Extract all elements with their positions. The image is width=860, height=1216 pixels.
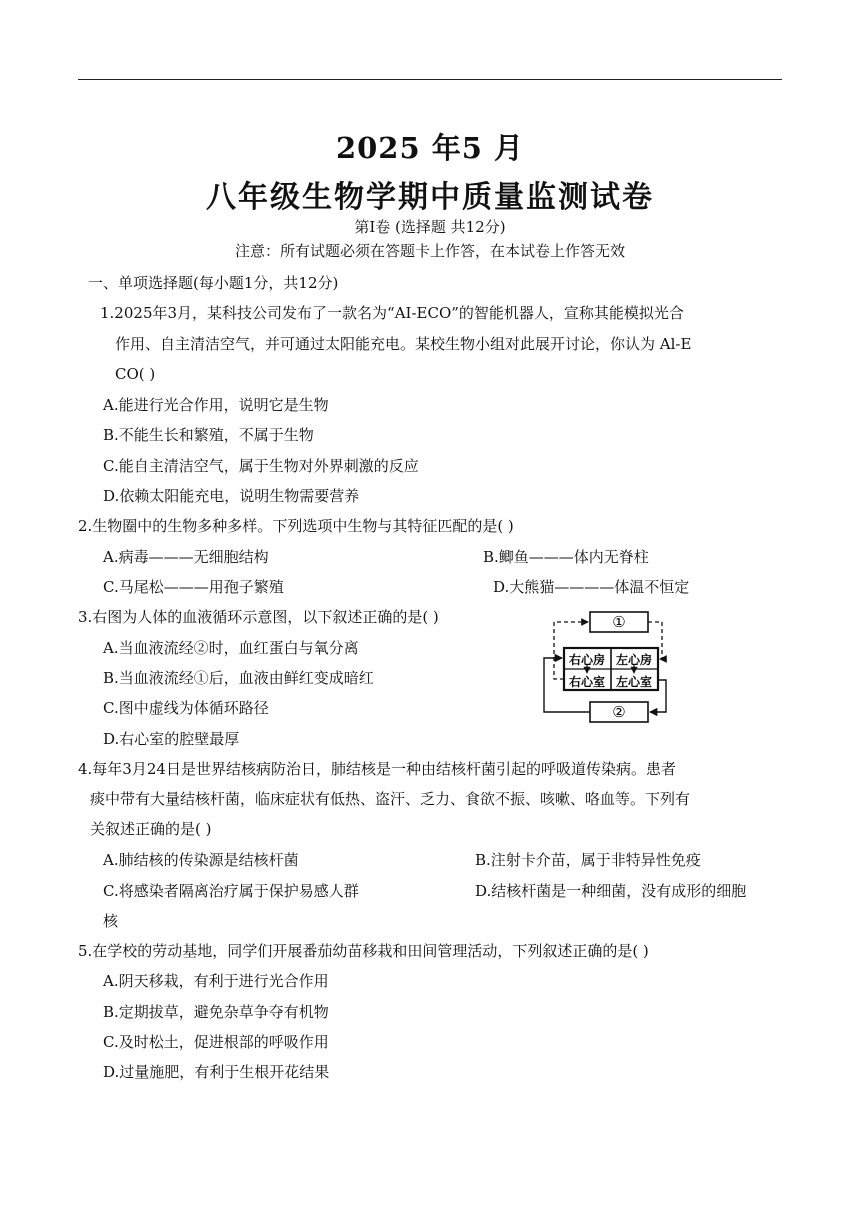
- q5-option-c: C.及时松土，促进根部的呼吸作用: [103, 1033, 329, 1051]
- q3-option-b: B.当血液流经①后，血液由鲜红变成暗红: [103, 669, 374, 687]
- q1-option-b: B.不能生长和繁殖，不属于生物: [103, 426, 314, 444]
- q2-stem: 2.生物圈中的生物多种多样。下列选项中生物与其特征匹配的是( ): [78, 517, 514, 535]
- right-atrium: 右心房: [568, 653, 606, 667]
- header-rule: [78, 79, 782, 80]
- exam-title: 八年级生物学期中质量监测试卷: [206, 180, 654, 215]
- q1-stem-line3: CO( ): [115, 365, 156, 383]
- q4-option-d-cont: 核: [103, 912, 119, 930]
- exam-date: 2025 年5 月: [335, 131, 525, 165]
- q5-option-d: D.过量施肥，有利于生根开花结果: [103, 1063, 330, 1081]
- q3-stem: 3.右图为人体的血液循环示意图，以下叙述正确的是( ): [78, 608, 439, 626]
- label-2: ②: [612, 703, 626, 721]
- q5-stem: 5.在学校的劳动基地，同学们开展番茄幼苗移栽和田间管理活动，下列叙述正确的是( ): [78, 942, 649, 960]
- q3-option-c: C.图中虚线为体循环路径: [103, 699, 269, 717]
- q1-option-c: C.能自主清洁空气，属于生物对外界刺激的反应: [103, 457, 419, 475]
- q5-option-a: A.阴天移栽，有利于进行光合作用: [103, 972, 329, 990]
- q4-stem-line1: 4.每年3月24日是世界结核病防治日，肺结核是一种由结核杆菌引起的呼吸道传染病。患者: [78, 760, 676, 778]
- label-1: ①: [612, 613, 626, 631]
- notice-text: 注意：所有试题必须在答题卡上作答，在本试卷上作答无效: [234, 242, 625, 260]
- q4-stem-line2: 痰中带有大量结核杆菌，临床症状有低热、盗汗、乏力、食欲不振、咳嗽、咯血等。下列有: [90, 790, 691, 808]
- left-atrium: 左心房: [615, 653, 653, 667]
- left-ventricle: 左心室: [615, 675, 653, 689]
- q2-option-d: D.大熊猫————体温不恒定: [493, 578, 690, 596]
- q3-option-a: A.当血液流经②时，血红蛋白与氧分离: [103, 639, 359, 657]
- q1-stem-line1: 1.2025年3月，某科技公司发布了一款名为“AI-ECO”的智能机器人，宣称其能模拟光合: [100, 304, 684, 322]
- q2-option-c: C.马尾松———用孢子繁殖: [103, 578, 284, 596]
- q4-option-d: D.结核杆菌是一种细菌，没有成形的细胞: [475, 882, 747, 900]
- q4-option-c: C.将感染者隔离治疗属于保护易感人群: [103, 882, 359, 900]
- q2-option-a: A.病毒———无细胞结构: [103, 548, 269, 566]
- blood-circulation-diagram: [530, 604, 670, 729]
- section-heading: 一、单项选择题(每小题1分，共12分): [88, 274, 339, 292]
- q4-stem-line3: 关叙述正确的是( ): [90, 820, 212, 838]
- q2-option-b: B.鲫鱼———体内无脊柱: [483, 548, 649, 566]
- q4-option-a: A.肺结核的传染源是结核杆菌: [103, 851, 299, 869]
- q5-option-b: B.定期拔草，避免杂草争夺有机物: [103, 1003, 329, 1021]
- volume-label: 第Ⅰ卷 (选择题 共12分): [354, 218, 506, 236]
- q4-option-b: B.注射卡介苗，属于非特异性免疫: [475, 851, 701, 869]
- q3-option-d: D.右心室的腔壁最厚: [103, 730, 240, 748]
- q1-stem-line2: 作用、自主清洁空气，并可通过太阳能充电。某校生物小组对此展开讨论，你认为 Al-E: [115, 335, 692, 353]
- right-ventricle: 右心室: [568, 675, 606, 689]
- q1-option-d: D.依赖太阳能充电，说明生物需要营养: [103, 487, 360, 505]
- q1-option-a: A.能进行光合作用，说明它是生物: [103, 396, 329, 414]
